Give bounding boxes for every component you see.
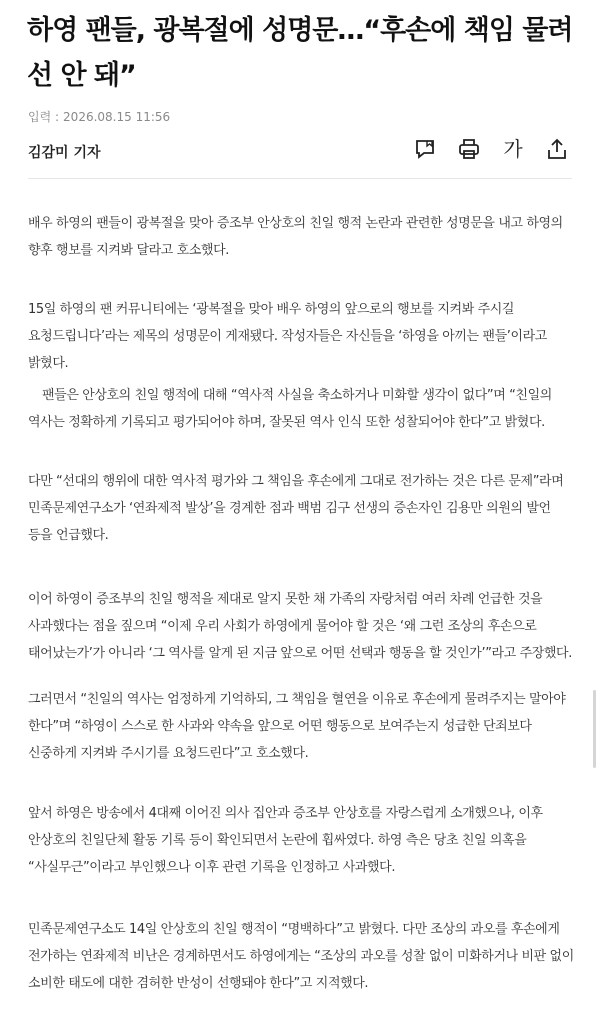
article-title: 하영 팬들, 광복절에 성명문…“후손에 책임 물려 선 안 돼”: [27, 15, 573, 91]
header-divider: [28, 178, 572, 179]
paragraph: 민족문제연구소도 14일 안상호의 친일 행적이 “명백하다”고 밝혔다. 다만 조상의 과오를 후손에게 전가하는 연좌제적 비난은 경계하면서도 하영에게는 “조상의 과오를 성찰 없이 미화하거나 비판 없이 소비한 태도에 대한 겸허한 반성이 선행돼야 한다”고 지적했다.: [28, 922, 574, 991]
print-button[interactable]: [456, 136, 482, 162]
publish-info: [28, 108, 170, 125]
paragraph: 이어 하영이 증조부의 친일 행적을 제대로 알지 못한 채 가족의 자랑처럼 여러 차례 언급한 것을 사과했다는 점을 짚으며 “이제 우리 사회가 하영에게 물어야 할 것은 ‘왜 그런 조상의 후손으로 태어났는가’가 아니라 ‘그 역사를 알게 된 지금 앞으로 어떤 선택과 행동을 할 것인가’”라고 주장했다.: [28, 592, 572, 661]
paragraph: 다만 “선대의 행위에 대한 역사적 평가와 그 책임을 후손에게 그대로 전가하는 것은 다른 문제”라며 민족문제연구소가 ‘연좌제적 발상’을 경계한 점과 백범 김구 선생의 증손자인 김용만 의원의 발언 등을 언급했다.: [28, 474, 564, 543]
comment-icon: [413, 137, 437, 161]
article-toolbar: [412, 136, 570, 162]
comment-button[interactable]: [412, 136, 438, 162]
paragraph: 앞서 하영은 방송에서 4대째 이어진 의사 집안과 증조부 안상호를 자랑스럽게 소개했으나, 이후 안상호의 친일단체 활동 기록 등이 확인되면서 논란에 휩싸였다. 하영 측은 당초 친일 의혹을 “사실무근”이라고 부인했으나 이후 관련 기록을 인정하고 사과했다.: [28, 806, 543, 875]
paragraph: 15일 하영의 팬 커뮤니티에는 ‘광복절을 맞아 배우 하영의 앞으로의 행보를 지켜봐 주시길 요청드립니다’라는 제목의 성명문이 게재됐다. 작성자들은 자신들을 ‘하영을 아끼는 팬들’이라고 밝혔다.: [28, 302, 547, 371]
publish-date: 2026.08.15 11:56: [63, 110, 171, 124]
font-size-button[interactable]: [500, 136, 526, 162]
font-size-icon: 가: [503, 137, 523, 161]
scrollbar-thumb[interactable]: [593, 690, 596, 768]
paragraph: 팬들은 안상호의 친일 행적에 대해 “역사적 사실을 축소하거나 미화할 생각이 없다”며 “친일의 역사는 정확하게 기록되고 평가되어야 하며, 잘못된 역사 인식 또한 성찰되어야 한다”고 밝혔다.: [28, 388, 552, 430]
share-icon: [545, 137, 569, 161]
publish-label: 입력 :: [28, 110, 60, 124]
share-button[interactable]: [544, 136, 570, 162]
author-name: 김감미 기자: [28, 145, 101, 161]
print-icon: [457, 137, 481, 161]
paragraph: 그러면서 “친일의 역사는 엄정하게 기억하되, 그 책임을 혈연을 이유로 후손에게 물려주지는 말아야 한다”며 “하영이 스스로 한 사과와 약속을 앞으로 어떤 행동으로 보여주는지 성급한 단죄보다 신중하게 지켜봐 주시기를 요청드린다”고 호소했다.: [28, 692, 566, 761]
paragraph: 배우 하영의 팬들이 광복절을 맞아 증조부 안상호의 친일 행적 논란과 관련한 성명문을 내고 하영의 향후 행보를 지켜봐 달라고 호소했다.: [28, 216, 563, 258]
